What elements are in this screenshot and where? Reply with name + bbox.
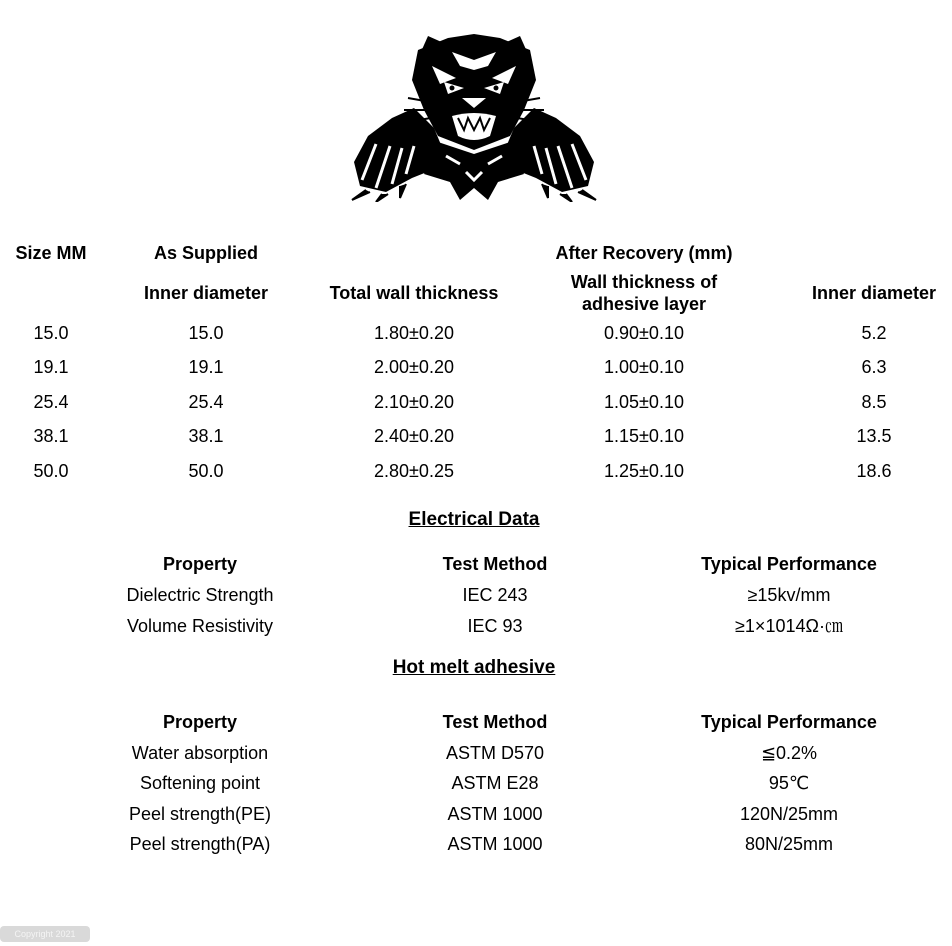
cell-size: 25.4 xyxy=(33,392,69,412)
header-size-mm: Size MM xyxy=(15,243,87,263)
cell-size: 38.1 xyxy=(33,426,69,446)
cell-inner-diameter: 25.4 xyxy=(188,392,224,412)
subheader-total-wall-thickness: Total wall thickness xyxy=(329,283,499,303)
subheader-inner-diameter: Inner diameter xyxy=(143,283,269,303)
cell-total-wall: 2.10±0.20 xyxy=(374,392,454,412)
cell-typical-performance: 80N/25mm xyxy=(744,834,834,854)
cell-test-method: IEC 243 xyxy=(462,585,528,605)
cell-adhesive-wall: 1.25±0.10 xyxy=(604,461,684,481)
cell-inner-diameter-after: 8.5 xyxy=(861,392,887,412)
cell-inner-diameter: 15.0 xyxy=(188,323,224,343)
cell-typical-performance: 120N/25mm xyxy=(739,804,839,824)
cell-inner-diameter-after: 13.5 xyxy=(856,426,892,446)
cell-adhesive-wall: 1.15±0.10 xyxy=(604,426,684,446)
cell-test-method: ASTM E28 xyxy=(451,773,539,793)
header-typical-performance: Typical Performance xyxy=(701,554,877,574)
header-test-method: Test Method xyxy=(442,554,548,574)
cell-adhesive-wall: 0.90±0.10 xyxy=(604,323,684,343)
cell-size: 50.0 xyxy=(33,461,69,481)
subheader-inner-diameter-after: Inner diameter xyxy=(811,283,937,303)
header-typical-performance: Typical Performance xyxy=(701,712,877,732)
cell-property: Dielectric Strength xyxy=(126,585,274,605)
cell-total-wall: 1.80±0.20 xyxy=(374,323,454,343)
cell-test-method: ASTM D570 xyxy=(445,743,545,763)
subheader-adhesive-wall-line1: Wall thickness of xyxy=(570,272,718,292)
cell-inner-diameter-after: 18.6 xyxy=(856,461,892,481)
header-property: Property xyxy=(162,554,238,574)
cell-property: Volume Resistivity xyxy=(126,616,274,636)
section-title-electrical: Electrical Data xyxy=(408,509,540,530)
cell-total-wall: 2.40±0.20 xyxy=(374,426,454,446)
header-as-supplied: As Supplied xyxy=(153,243,258,263)
copyright-watermark: Copyright 2021 xyxy=(0,926,90,942)
cell-test-method: ASTM 1000 xyxy=(447,804,543,824)
header-test-method: Test Method xyxy=(442,712,548,732)
cell-typical-performance: 95℃ xyxy=(768,773,810,793)
cell-property: Peel strength(PE) xyxy=(128,804,272,824)
cell-test-method: IEC 93 xyxy=(467,616,523,636)
cell-inner-diameter-after: 6.3 xyxy=(861,357,887,377)
cell-adhesive-wall: 1.00±0.10 xyxy=(604,357,684,377)
header-after-recovery: After Recovery (mm) xyxy=(555,243,733,263)
cell-typical-performance: ≦0.2% xyxy=(760,743,818,763)
tiger-logo xyxy=(348,32,600,202)
cell-inner-diameter: 38.1 xyxy=(188,426,224,446)
cell-inner-diameter-after: 5.2 xyxy=(861,323,887,343)
cell-inner-diameter: 19.1 xyxy=(188,357,224,377)
cell-test-method: ASTM 1000 xyxy=(447,834,543,854)
cell-property: Water absorption xyxy=(131,743,269,763)
subheader-adhesive-wall-line2: adhesive layer xyxy=(581,294,707,314)
cell-typical-performance: ≥15kv/mm xyxy=(747,585,831,605)
section-title-adhesive: Hot melt adhesive xyxy=(392,657,556,678)
cell-size: 19.1 xyxy=(33,357,69,377)
header-property: Property xyxy=(162,712,238,732)
cell-adhesive-wall: 1.05±0.10 xyxy=(604,392,684,412)
cell-total-wall: 2.00±0.20 xyxy=(374,357,454,377)
cell-total-wall: 2.80±0.25 xyxy=(374,461,454,481)
cell-size: 15.0 xyxy=(33,323,69,343)
cell-property: Softening point xyxy=(139,773,261,793)
cell-typical-performance: ≥1×1014Ω·㎝ xyxy=(735,616,843,636)
cell-inner-diameter: 50.0 xyxy=(188,461,224,481)
cell-property: Peel strength(PA) xyxy=(129,834,271,854)
